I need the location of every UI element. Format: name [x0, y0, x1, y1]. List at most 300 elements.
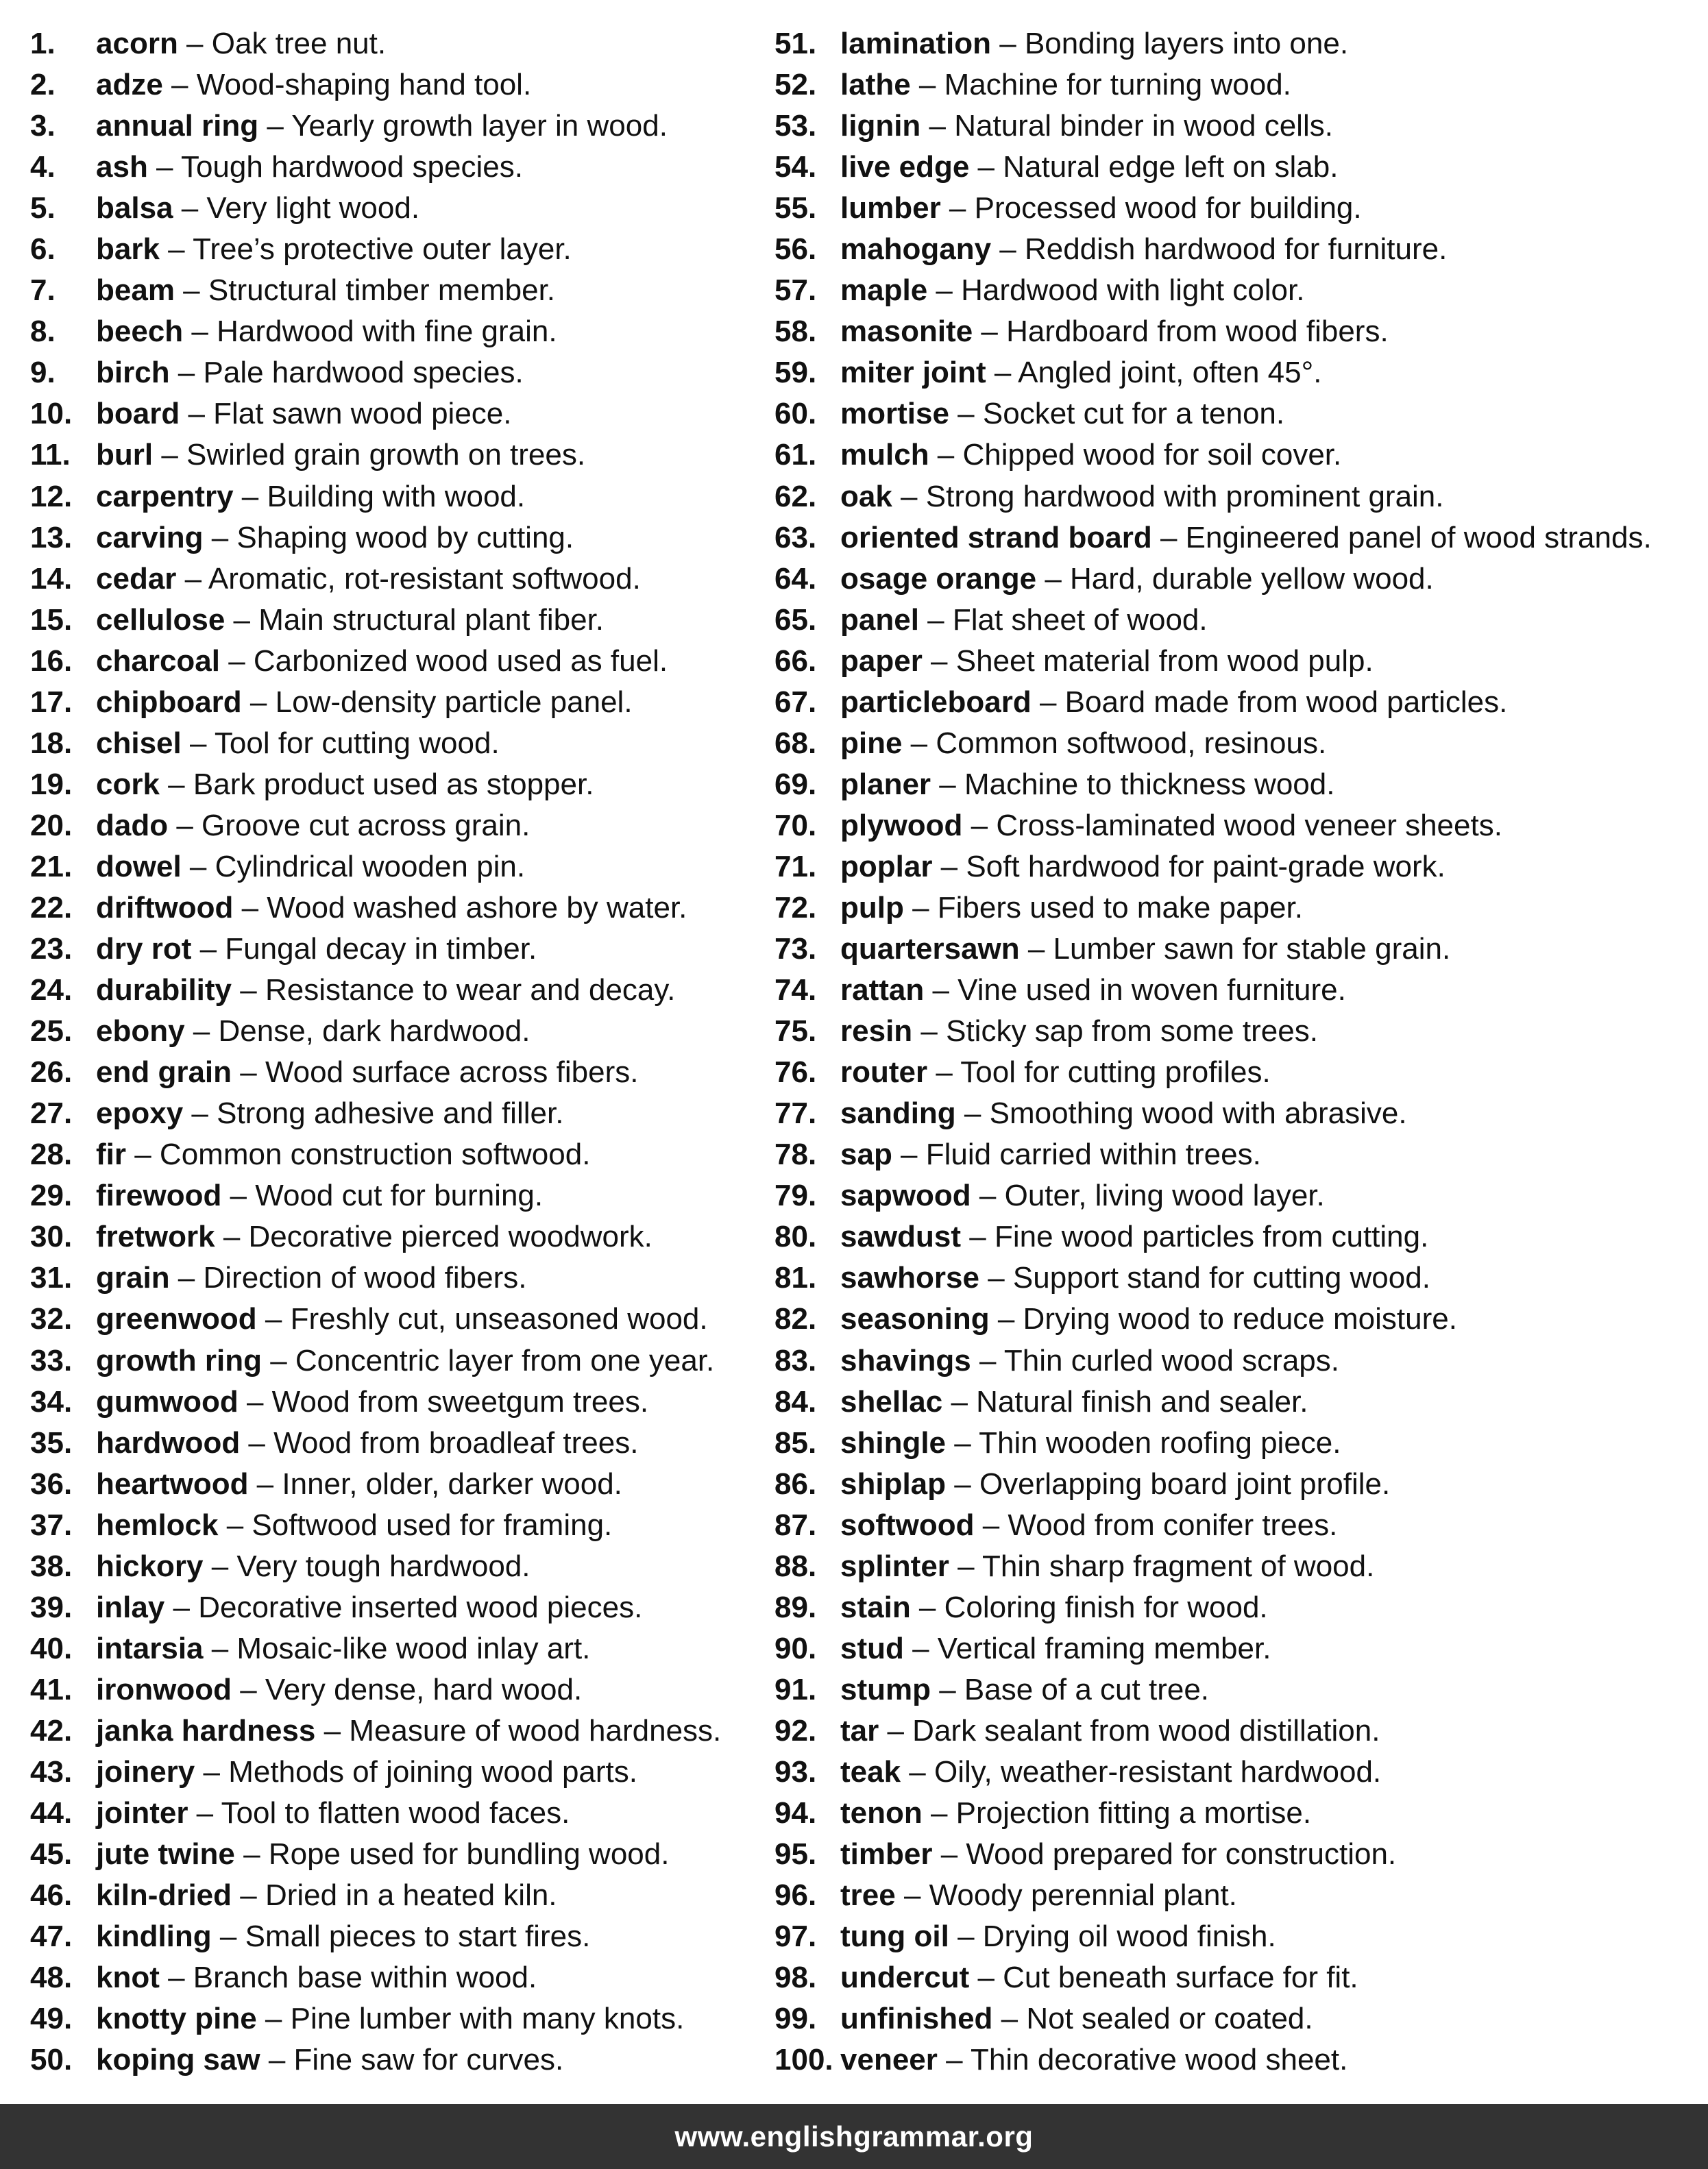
entry-number: 22. — [30, 890, 73, 924]
glossary-entry — [30, 1011, 721, 1052]
entry-term: greenwood — [96, 1302, 257, 1336]
glossary-entry — [774, 1258, 1652, 1299]
glossary-entry — [774, 2039, 1652, 2081]
glossary-entry — [774, 929, 1652, 970]
entry-number: 82. — [774, 1302, 817, 1336]
glossary-entry — [30, 1299, 721, 1340]
glossary-entry — [774, 1299, 1652, 1340]
glossary-entry — [774, 1464, 1652, 1505]
entry-definition: – Dried in a heated kiln. — [232, 1878, 557, 1913]
glossary-entry — [774, 1134, 1652, 1175]
entry-definition: – Oak tree nut. — [178, 27, 387, 60]
entry-number: 31. — [30, 1261, 73, 1295]
entry-definition: – Resistance to wear and decay. — [232, 973, 676, 1007]
entry-number: 30. — [30, 1220, 73, 1254]
entry-term: live edge — [840, 150, 970, 184]
entry-definition: – Inner, older, darker wood. — [248, 1467, 622, 1501]
entry-definition: – Low-density particle panel. — [241, 685, 633, 719]
entry-term: softwood — [840, 1508, 975, 1542]
glossary-entry — [30, 1505, 721, 1546]
entry-term: mulch — [840, 438, 929, 472]
glossary-entry — [30, 1423, 721, 1464]
entry-number: 24. — [30, 973, 73, 1007]
entry-definition: – Wood cut for burning. — [221, 1179, 544, 1213]
glossary-entry — [774, 764, 1652, 805]
entry-term: beech — [96, 315, 184, 349]
entry-definition: – Support stand for cutting wood. — [979, 1261, 1430, 1295]
glossary-entry — [774, 600, 1652, 641]
glossary-entry — [30, 1382, 721, 1423]
entry-definition: – Bonding layers into one. — [991, 27, 1349, 60]
entry-number: 38. — [30, 1549, 73, 1583]
entry-number: 10. — [30, 397, 73, 431]
entry-definition: – Wood prepared for construction. — [932, 1837, 1397, 1872]
glossary-entry — [774, 1711, 1652, 1752]
glossary-entry — [30, 805, 721, 846]
entry-definition: – Drying wood to reduce moisture. — [989, 1302, 1457, 1336]
entry-definition: – Wood from broadleaf trees. — [240, 1425, 639, 1460]
glossary-entry — [30, 641, 721, 682]
entry-definition: – Coloring finish for wood. — [910, 1590, 1268, 1624]
entry-term: cellulose — [96, 602, 225, 637]
entry-number: 4. — [30, 150, 56, 184]
glossary-entry — [774, 1793, 1652, 1834]
footer-url[interactable]: www.englishgrammar.org — [674, 2120, 1034, 2153]
entry-definition: – Smoothing wood with abrasive. — [955, 1096, 1407, 1131]
glossary-entry — [30, 64, 721, 106]
glossary-entry — [30, 1711, 721, 1752]
glossary-entry — [30, 682, 721, 723]
entry-number: 19. — [30, 767, 73, 801]
entry-number: 23. — [30, 932, 73, 966]
glossary-entry — [30, 1957, 721, 1998]
entry-term: jute twine — [96, 1837, 235, 1872]
entry-definition: – Oily, weather-resistant hardwood. — [901, 1754, 1382, 1789]
entry-number: 78. — [774, 1138, 817, 1172]
entry-definition: – Lumber sawn for stable grain. — [1019, 932, 1451, 966]
entry-number: 92. — [774, 1713, 817, 1748]
glossary-entry — [30, 352, 721, 393]
entry-term: teak — [840, 1754, 901, 1789]
entry-number: 63. — [774, 520, 817, 554]
entry-number: 2. — [30, 68, 56, 102]
entry-number: 97. — [774, 1920, 817, 1954]
entry-definition: – Strong adhesive and filler. — [183, 1096, 564, 1131]
entry-definition: – Flat sawn wood piece. — [180, 397, 512, 431]
entry-definition: – Small pieces to start fires. — [211, 1920, 591, 1954]
entry-definition: – Common softwood, resinous. — [902, 726, 1327, 760]
entry-term: fir — [96, 1138, 126, 1172]
entry-definition: – Methods of joining wood parts. — [195, 1754, 637, 1789]
entry-term: cedar — [96, 561, 177, 596]
entry-number: 96. — [774, 1878, 817, 1913]
entry-term: lignin — [840, 109, 921, 143]
entry-definition: – Fibers used to make paper. — [903, 890, 1303, 924]
entry-term: masonite — [840, 315, 973, 349]
entry-definition: – Overlapping board joint profile. — [946, 1467, 1391, 1501]
entry-term: knot — [96, 1961, 160, 1995]
glossary-entry — [774, 1998, 1652, 2039]
entry-definition: – Drying oil wood finish. — [949, 1920, 1276, 1954]
entry-number: 36. — [30, 1467, 73, 1501]
entry-term: rattan — [840, 973, 925, 1007]
entry-term: driftwood — [96, 890, 234, 924]
entry-number: 52. — [774, 68, 817, 102]
glossary-entry — [774, 1875, 1652, 1916]
entry-definition: – Machine to thickness wood. — [931, 767, 1335, 801]
glossary-entry — [30, 1916, 721, 1957]
glossary-entry — [774, 1546, 1652, 1587]
entry-term: dado — [96, 808, 169, 842]
entry-number: 64. — [774, 561, 817, 596]
entry-number: 33. — [30, 1343, 73, 1377]
entry-term: chisel — [96, 726, 182, 760]
entry-number: 53. — [774, 109, 817, 143]
glossary-entry — [774, 846, 1652, 887]
entry-term: pine — [840, 726, 903, 760]
entry-number: 84. — [774, 1384, 817, 1419]
glossary-entry — [30, 1258, 721, 1299]
entry-definition: – Thin curled wood scraps. — [971, 1343, 1339, 1377]
entry-term: acorn — [96, 27, 178, 60]
entry-definition: – Softwood used for framing. — [218, 1508, 613, 1542]
entry-definition: – Structural timber member. — [174, 273, 556, 308]
glossary-entry — [30, 147, 721, 188]
entry-number: 88. — [774, 1549, 817, 1583]
entry-number: 62. — [774, 479, 817, 513]
entry-number: 68. — [774, 726, 817, 760]
entry-number: 95. — [774, 1837, 817, 1872]
entry-definition: – Hard, durable yellow wood. — [1036, 561, 1434, 596]
glossary-entry — [30, 1587, 721, 1628]
glossary-entry — [30, 1628, 721, 1669]
entry-number: 66. — [774, 644, 817, 678]
entry-number: 74. — [774, 973, 817, 1007]
entry-number: 55. — [774, 191, 817, 225]
entry-number: 49. — [30, 2002, 73, 2036]
entry-number: 32. — [30, 1302, 73, 1336]
entry-number: 15. — [30, 602, 73, 637]
entry-definition: – Very tough hardwood. — [203, 1549, 530, 1583]
glossary-entry — [774, 1752, 1652, 1793]
entry-definition: – Strong hardwood with prominent grain. — [892, 479, 1444, 513]
entry-definition: – Cylindrical wooden pin. — [181, 849, 526, 883]
entry-term: stain — [840, 1590, 911, 1624]
entry-definition: – Hardwood with light color. — [927, 273, 1305, 308]
entry-term: knotty pine — [96, 2002, 257, 2036]
entry-term: tree — [840, 1878, 896, 1913]
glossary-entry — [30, 1546, 721, 1587]
entry-term: stump — [840, 1672, 931, 1706]
entry-definition: – Chipped wood for soil cover. — [929, 438, 1342, 472]
entry-number: 26. — [30, 1055, 73, 1090]
entry-definition: – Common construction softwood. — [126, 1138, 591, 1172]
glossary-entry — [30, 434, 721, 476]
glossary-entry — [30, 1175, 721, 1216]
entry-number: 45. — [30, 1837, 73, 1872]
glossary-entry — [774, 393, 1652, 434]
glossary-entry — [774, 887, 1652, 929]
entry-term: poplar — [840, 849, 933, 883]
entry-number: 44. — [30, 1796, 73, 1830]
entry-term: fretwork — [96, 1220, 215, 1254]
entry-term: undercut — [840, 1961, 970, 1995]
glossary-entry — [774, 1669, 1652, 1711]
entry-number: 60. — [774, 397, 817, 431]
entry-definition: – Carbonized wood used as fuel. — [219, 644, 668, 678]
glossary-entry — [30, 970, 721, 1011]
entry-definition: – Very light wood. — [173, 191, 420, 225]
entry-number: 20. — [30, 808, 73, 842]
entry-definition: – Pine lumber with many knots. — [256, 2002, 685, 2036]
entry-definition: – Thin wooden roofing piece. — [946, 1425, 1341, 1460]
glossary-entry — [774, 970, 1652, 1011]
entry-term: shingle — [840, 1425, 947, 1460]
entry-term: shavings — [840, 1343, 971, 1377]
glossary-entry — [30, 1216, 721, 1258]
entry-definition: – Fluid carried within trees. — [892, 1138, 1261, 1172]
entry-number: 86. — [774, 1467, 817, 1501]
entry-number: 98. — [774, 1961, 817, 1995]
entry-number: 8. — [30, 315, 56, 349]
glossary-entry — [774, 1505, 1652, 1546]
entry-number: 41. — [30, 1672, 73, 1706]
entry-term: paper — [840, 644, 923, 678]
glossary-entry — [30, 476, 721, 517]
entry-term: plywood — [840, 808, 963, 842]
glossary-entry — [774, 434, 1652, 476]
entry-number: 39. — [30, 1590, 73, 1624]
entry-definition: – Dark sealant from wood distillation. — [879, 1713, 1380, 1748]
entry-term: gumwood — [96, 1384, 239, 1419]
entry-definition: – Not sealed or coated. — [992, 2002, 1313, 2036]
entry-number: 42. — [30, 1713, 73, 1748]
glossary-entry — [30, 1793, 721, 1834]
glossary-entry — [774, 805, 1652, 846]
entry-definition: – Decorative pierced woodwork. — [215, 1220, 652, 1254]
glossary-entry — [30, 1340, 721, 1382]
entry-definition: – Freshly cut, unseasoned wood. — [256, 1302, 708, 1336]
entry-number: 85. — [774, 1425, 817, 1460]
entry-term: maple — [840, 273, 928, 308]
entry-number: 57. — [774, 273, 817, 308]
entry-definition: – Woody perennial plant. — [895, 1878, 1237, 1913]
entry-definition: – Main structural plant fiber. — [225, 602, 605, 637]
entry-number: 56. — [774, 232, 817, 267]
entry-term: charcoal — [96, 644, 220, 678]
entry-definition: – Fine wood particles from cutting. — [961, 1220, 1429, 1254]
glossary-entry — [774, 517, 1652, 559]
entry-term: burl — [96, 438, 154, 472]
entry-term: annual ring — [96, 109, 259, 143]
entry-number: 69. — [774, 767, 817, 801]
entry-term: shellac — [840, 1384, 943, 1419]
glossary-entry — [30, 1052, 721, 1093]
entry-number: 21. — [30, 849, 73, 883]
entry-number: 75. — [774, 1014, 817, 1049]
entry-number: 37. — [30, 1508, 73, 1542]
entry-number: 1. — [30, 27, 56, 60]
entry-number: 71. — [774, 849, 817, 883]
entry-number: 43. — [30, 1754, 73, 1789]
glossary-entry — [30, 723, 721, 764]
entry-definition: – Building with wood. — [233, 479, 526, 513]
entry-definition: – Hardboard from wood fibers. — [973, 315, 1389, 349]
entry-definition: – Cut beneath surface for fit. — [969, 1961, 1358, 1995]
entry-definition: – Fine saw for curves. — [260, 2043, 564, 2077]
glossary-entry — [30, 1093, 721, 1134]
glossary-entry — [30, 270, 721, 311]
glossary-entry — [30, 1875, 721, 1916]
entry-term: mahogany — [840, 232, 992, 267]
entry-term: router — [840, 1055, 928, 1090]
glossary-entry — [30, 2039, 721, 2081]
glossary-entry — [30, 188, 721, 229]
entry-number: 58. — [774, 315, 817, 349]
footer-bar — [0, 2104, 1708, 2169]
glossary-entry — [774, 1957, 1652, 1998]
entry-number: 100. — [774, 2043, 833, 2077]
entry-term: shiplap — [840, 1467, 947, 1501]
entry-definition: – Thin sharp fragment of wood. — [949, 1549, 1375, 1583]
entry-number: 87. — [774, 1508, 817, 1542]
glossary-entry — [30, 929, 721, 970]
glossary-entry — [774, 1834, 1652, 1875]
entry-term: tar — [840, 1713, 879, 1748]
entry-number: 17. — [30, 685, 73, 719]
entry-term: chipboard — [96, 685, 242, 719]
entry-definition: – Branch base within wood. — [159, 1961, 537, 1995]
glossary-column-left — [30, 23, 721, 2081]
entry-term: lumber — [840, 191, 941, 225]
glossary-entry — [774, 1423, 1652, 1464]
entry-number: 18. — [30, 726, 73, 760]
entry-term: osage orange — [840, 561, 1037, 596]
entry-number: 61. — [774, 438, 817, 472]
entry-term: lamination — [840, 27, 992, 60]
entry-definition: – Natural binder in wood cells. — [920, 109, 1333, 143]
entry-number: 46. — [30, 1878, 73, 1913]
entry-definition: – Vertical framing member. — [903, 1631, 1271, 1665]
entry-number: 3. — [30, 109, 56, 143]
entry-term: veneer — [840, 2043, 938, 2077]
entry-number: 76. — [774, 1055, 817, 1090]
entry-number: 59. — [774, 356, 817, 390]
entry-definition: – Shaping wood by cutting. — [203, 520, 574, 554]
entry-number: 11. — [30, 438, 71, 472]
glossary-entry — [774, 476, 1652, 517]
glossary-entry — [30, 1752, 721, 1793]
entry-number: 5. — [30, 191, 56, 225]
entry-number: 65. — [774, 602, 817, 637]
glossary-entry — [30, 311, 721, 352]
entry-definition: – Aromatic, rot-resistant softwood. — [176, 561, 641, 596]
entry-definition: – Machine for turning wood. — [910, 68, 1291, 102]
entry-definition: – Sheet material from wood pulp. — [922, 644, 1374, 678]
entry-term: intarsia — [96, 1631, 204, 1665]
entry-definition: – Angled joint, often 45°. — [986, 356, 1322, 390]
entry-term: beam — [96, 273, 175, 308]
entry-definition: – Wood surface across fibers. — [232, 1055, 639, 1090]
entry-definition: – Direction of wood fibers. — [169, 1261, 527, 1295]
glossary-entry — [774, 723, 1652, 764]
entry-number: 7. — [30, 273, 56, 308]
glossary-entry — [774, 559, 1652, 600]
entry-number: 54. — [774, 150, 817, 184]
entry-definition: – Tool for cutting wood. — [181, 726, 500, 760]
entry-number: 89. — [774, 1590, 817, 1624]
glossary-entry — [774, 1011, 1652, 1052]
glossary-entry — [774, 1052, 1652, 1093]
entry-number: 93. — [774, 1754, 817, 1789]
entry-definition: – Swirled grain growth on trees. — [153, 438, 586, 472]
entry-definition: – Very dense, hard wood. — [231, 1672, 583, 1706]
glossary-entry — [30, 1998, 721, 2039]
entry-number: 25. — [30, 1014, 73, 1049]
glossary-entry — [774, 1175, 1652, 1216]
glossary-entry — [30, 1834, 721, 1875]
entry-term: hardwood — [96, 1425, 241, 1460]
entry-term: sap — [840, 1138, 892, 1172]
entry-definition: – Tough hardwood species. — [147, 150, 523, 184]
entry-definition: – Pale hardwood species. — [169, 356, 524, 390]
entry-term: epoxy — [96, 1096, 184, 1131]
glossary-entry — [774, 311, 1652, 352]
glossary-entry — [774, 1382, 1652, 1423]
entry-term: koping saw — [96, 2043, 260, 2077]
entry-term: seasoning — [840, 1302, 990, 1336]
entry-term: birch — [96, 356, 170, 390]
entry-definition: – Groove cut across grain. — [168, 808, 530, 842]
entry-term: carving — [96, 520, 204, 554]
entry-definition: – Reddish hardwood for furniture. — [991, 232, 1448, 267]
entry-term: heartwood — [96, 1467, 249, 1501]
entry-term: pulp — [840, 890, 904, 924]
glossary-entry — [774, 270, 1652, 311]
entry-definition: – Wood-shaping hand tool. — [162, 68, 532, 102]
entry-term: sawhorse — [840, 1261, 979, 1295]
glossary-entry — [774, 641, 1652, 682]
entry-term: tung oil — [840, 1920, 949, 1954]
entry-definition: – Bark product used as stopper. — [159, 767, 594, 801]
entry-term: timber — [840, 1837, 933, 1872]
entry-term: panel — [840, 602, 919, 637]
entry-number: 34. — [30, 1384, 73, 1419]
entry-number: 73. — [774, 932, 817, 966]
entry-number: 72. — [774, 890, 817, 924]
entry-term: carpentry — [96, 479, 234, 513]
entry-term: balsa — [96, 191, 173, 225]
entry-number: 77. — [774, 1096, 817, 1131]
entry-number: 83. — [774, 1343, 817, 1377]
entry-number: 94. — [774, 1796, 817, 1830]
entry-definition: – Measure of wood hardness. — [315, 1713, 722, 1748]
glossary-entry — [774, 1587, 1652, 1628]
entry-number: 99. — [774, 2002, 817, 2036]
entry-definition: – Processed wood for building. — [940, 191, 1362, 225]
entry-term: quartersawn — [840, 932, 1020, 966]
entry-definition: – Hardwood with fine grain. — [183, 315, 557, 349]
entry-term: cork — [96, 767, 160, 801]
entry-term: kiln-dried — [96, 1878, 232, 1913]
entry-term: sawdust — [840, 1220, 962, 1254]
glossary-entry — [774, 229, 1652, 270]
glossary-entry — [774, 1916, 1652, 1957]
entry-definition: – Tool for cutting profiles. — [927, 1055, 1271, 1090]
entry-number: 47. — [30, 1920, 73, 1954]
entry-definition: – Outer, living wood layer. — [971, 1179, 1325, 1213]
entry-definition: – Tree’s protective outer layer. — [159, 232, 572, 267]
